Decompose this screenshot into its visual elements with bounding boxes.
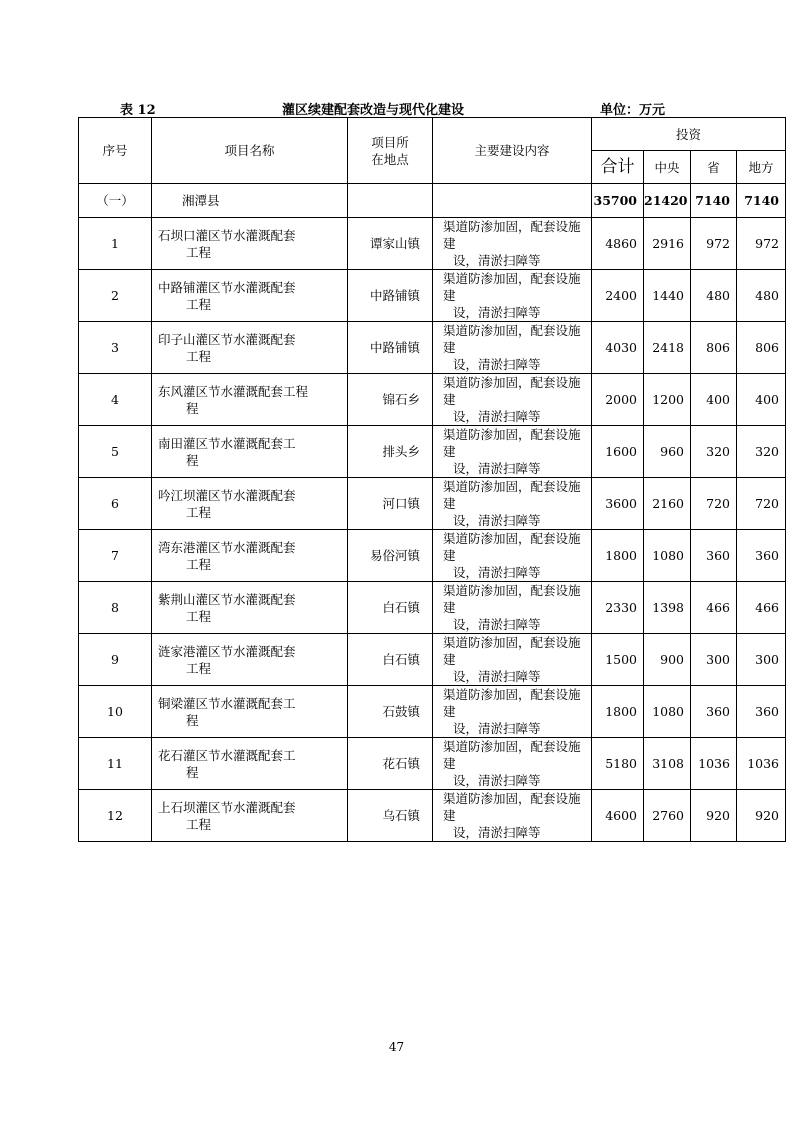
- row-content-line2: 设，清淤扫障等: [453, 773, 541, 788]
- row-project-name-line2: 工程: [186, 244, 212, 260]
- row-seq: 5: [79, 426, 152, 478]
- row-province: 300: [691, 634, 737, 686]
- row-central: 3108: [644, 738, 691, 790]
- row-seq: 8: [79, 582, 152, 634]
- row-local: 300: [737, 634, 786, 686]
- row-local: 360: [737, 530, 786, 582]
- row-project-name-line2: 工程: [186, 816, 212, 832]
- row-local: 466: [737, 582, 786, 634]
- row-content-line1: 渠道防渗加固，配套设施建: [443, 531, 581, 563]
- row-central: 2916: [644, 218, 691, 270]
- row-local: 360: [737, 686, 786, 738]
- county-central: 21420: [644, 184, 691, 218]
- row-central: 1080: [644, 686, 691, 738]
- row-project-name: [152, 218, 348, 270]
- row-project-name: [152, 374, 348, 426]
- county-row: [79, 184, 786, 218]
- row-project-name: [152, 322, 348, 374]
- row-content-line2: 设，清淤扫障等: [453, 721, 541, 736]
- row-seq: 3: [79, 322, 152, 374]
- row-province: 1036: [691, 738, 737, 790]
- row-total: 2330: [592, 582, 644, 634]
- header-seq: 序号: [79, 118, 152, 184]
- table-title: 灌区续建配套改造与现代化建设: [282, 103, 465, 118]
- row-location: 花石镇: [348, 738, 433, 790]
- page-number: 47: [388, 1040, 405, 1054]
- table-row: [79, 790, 786, 842]
- row-local: 920: [737, 790, 786, 842]
- row-project-name-line2: 工程: [186, 608, 212, 624]
- header-local: 地方: [737, 151, 786, 184]
- table-row: [79, 322, 786, 374]
- row-central: 2160: [644, 478, 691, 530]
- row-province: 320: [691, 426, 737, 478]
- header-investment: 投资: [592, 118, 786, 151]
- row-seq: 12: [79, 790, 152, 842]
- row-content-line2: 设，清淤扫障等: [453, 305, 541, 320]
- row-location: 排头乡: [348, 426, 433, 478]
- row-province: 920: [691, 790, 737, 842]
- row-content-line1: 渠道防渗加固，配套设施建: [443, 375, 581, 407]
- row-province: 360: [691, 530, 737, 582]
- table-row: [79, 530, 786, 582]
- county-total: 35700: [592, 184, 644, 218]
- row-location: 白石镇: [348, 582, 433, 634]
- row-content: [433, 582, 592, 634]
- row-project-name-line2: 工程: [186, 556, 212, 572]
- row-project-name-line1: 吟江坝灌区节水灌溉配套: [158, 487, 296, 503]
- row-project-name-line1: 上石坝灌区节水灌溉配套: [158, 799, 296, 815]
- row-project-name-line2: 程: [186, 400, 199, 416]
- row-content-line1: 渠道防渗加固，配套设施建: [443, 271, 581, 303]
- row-project-name: [152, 270, 348, 322]
- row-location: 乌石镇: [348, 790, 433, 842]
- row-total: 4860: [592, 218, 644, 270]
- row-project-name-line1: 中路铺灌区节水灌溉配套: [158, 279, 296, 295]
- row-content: [433, 634, 592, 686]
- county-local: 7140: [737, 184, 786, 218]
- row-location: 白石镇: [348, 634, 433, 686]
- row-project-name-line2: 工程: [186, 504, 212, 520]
- row-location: 河口镇: [348, 478, 433, 530]
- row-project-name-line1: 铜梁灌区节水灌溉配套工: [158, 695, 296, 711]
- row-project-name-line2: 程: [186, 452, 199, 468]
- row-content-line1: 渠道防渗加固，配套设施建: [443, 583, 581, 615]
- table-row: [79, 582, 786, 634]
- row-content-line2: 设，清淤扫障等: [453, 461, 541, 476]
- row-location: 谭家山镇: [348, 218, 433, 270]
- row-content-line1: 渠道防渗加固，配套设施建: [443, 323, 581, 355]
- row-central: 960: [644, 426, 691, 478]
- row-content: [433, 374, 592, 426]
- row-total: 4030: [592, 322, 644, 374]
- row-location: 石鼓镇: [348, 686, 433, 738]
- header-location-line2: 在地点: [371, 151, 409, 167]
- row-central: 2760: [644, 790, 691, 842]
- header-content: 主要建设内容: [433, 118, 592, 184]
- row-content-line2: 设，清淤扫障等: [453, 357, 541, 372]
- row-project-name: [152, 686, 348, 738]
- row-content-line1: 渠道防渗加固，配套设施建: [443, 219, 581, 251]
- row-province: 400: [691, 374, 737, 426]
- row-project-name-line2: 程: [186, 764, 199, 780]
- row-content-line2: 设，清淤扫障等: [453, 669, 541, 684]
- row-content: [433, 478, 592, 530]
- row-location: 中路铺镇: [348, 322, 433, 374]
- row-seq: 9: [79, 634, 152, 686]
- table-row: [79, 686, 786, 738]
- row-seq: 6: [79, 478, 152, 530]
- row-total: 1800: [592, 686, 644, 738]
- county-content: [433, 184, 592, 218]
- table-row: [79, 270, 786, 322]
- row-content: [433, 270, 592, 322]
- row-central: 1080: [644, 530, 691, 582]
- row-local: 1036: [737, 738, 786, 790]
- row-seq: 2: [79, 270, 152, 322]
- row-content-line1: 渠道防渗加固，配套设施建: [443, 479, 581, 511]
- row-province: 480: [691, 270, 737, 322]
- row-project-name-line1: 东风灌区节水灌溉配套工程: [158, 383, 309, 399]
- row-project-name-line1: 花石灌区节水灌溉配套工: [158, 747, 296, 763]
- table-row: [79, 218, 786, 270]
- row-content: [433, 218, 592, 270]
- table-row: [79, 426, 786, 478]
- row-content: [433, 686, 592, 738]
- row-location: 锦石乡: [348, 374, 433, 426]
- row-central: 900: [644, 634, 691, 686]
- row-total: 1600: [592, 426, 644, 478]
- row-project-name-line1: 湾东港灌区节水灌溉配套: [158, 539, 296, 555]
- header-province: 省: [691, 151, 737, 184]
- row-location: 中路铺镇: [348, 270, 433, 322]
- county-seq: （一）: [79, 184, 152, 218]
- row-project-name: [152, 426, 348, 478]
- investment-table: [78, 117, 786, 842]
- row-content-line2: 设，清淤扫障等: [453, 825, 541, 840]
- row-seq: 1: [79, 218, 152, 270]
- row-project-name-line1: 紫荆山灌区节水灌溉配套: [158, 591, 296, 607]
- row-central: 1398: [644, 582, 691, 634]
- county-name: 湘潭县: [152, 184, 348, 218]
- row-project-name-line2: 程: [186, 712, 199, 728]
- row-seq: 4: [79, 374, 152, 426]
- row-content-line2: 设，清淤扫障等: [453, 565, 541, 580]
- row-total: 2000: [592, 374, 644, 426]
- row-content: [433, 322, 592, 374]
- row-location: 易俗河镇: [348, 530, 433, 582]
- row-content-line1: 渠道防渗加固，配套设施建: [443, 427, 581, 459]
- row-content-line2: 设，清淤扫障等: [453, 617, 541, 632]
- table-unit: 单位：万元: [599, 103, 665, 118]
- row-seq: 10: [79, 686, 152, 738]
- row-content: [433, 738, 592, 790]
- row-province: 720: [691, 478, 737, 530]
- row-province: 466: [691, 582, 737, 634]
- row-total: 5180: [592, 738, 644, 790]
- table-row: [79, 738, 786, 790]
- row-content-line2: 设，清淤扫障等: [453, 253, 541, 268]
- row-central: 2418: [644, 322, 691, 374]
- county-province: 7140: [691, 184, 737, 218]
- row-project-name-line1: 涟家港灌区节水灌溉配套: [158, 643, 296, 659]
- row-content-line1: 渠道防渗加固，配套设施建: [443, 791, 581, 823]
- county-place: [348, 184, 433, 218]
- row-seq: 11: [79, 738, 152, 790]
- row-total: 2400: [592, 270, 644, 322]
- row-project-name: [152, 478, 348, 530]
- row-project-name-line2: 工程: [186, 660, 212, 676]
- header-location: [348, 118, 433, 184]
- row-project-name-line2: 工程: [186, 296, 212, 312]
- row-project-name: [152, 530, 348, 582]
- header-location-line1: 项目所: [371, 134, 409, 150]
- row-content: [433, 530, 592, 582]
- row-content-line1: 渠道防渗加固，配套设施建: [443, 635, 581, 667]
- row-total: 3600: [592, 478, 644, 530]
- table-row: [79, 374, 786, 426]
- row-content-line1: 渠道防渗加固，配套设施建: [443, 687, 581, 719]
- row-project-name: [152, 790, 348, 842]
- row-total: 1500: [592, 634, 644, 686]
- row-content: [433, 790, 592, 842]
- row-local: 972: [737, 218, 786, 270]
- row-project-name-line1: 南田灌区节水灌溉配套工: [158, 435, 296, 451]
- row-province: 360: [691, 686, 737, 738]
- row-content-line2: 设，清淤扫障等: [453, 513, 541, 528]
- row-project-name-line1: 印子山灌区节水灌溉配套: [158, 331, 296, 347]
- row-province: 806: [691, 322, 737, 374]
- row-content: [433, 426, 592, 478]
- row-project-name-line2: 工程: [186, 348, 212, 364]
- header-name: 项目名称: [152, 118, 348, 184]
- row-project-name-line1: 石坝口灌区节水灌溉配套: [158, 227, 296, 243]
- row-central: 1200: [644, 374, 691, 426]
- row-content-line1: 渠道防渗加固，配套设施建: [443, 739, 581, 771]
- row-project-name: [152, 738, 348, 790]
- row-seq: 7: [79, 530, 152, 582]
- row-project-name: [152, 634, 348, 686]
- table-number: 表 12: [120, 103, 156, 118]
- table-row: [79, 634, 786, 686]
- row-local: 720: [737, 478, 786, 530]
- header-total: 合计: [592, 151, 644, 184]
- row-province: 972: [691, 218, 737, 270]
- row-central: 1440: [644, 270, 691, 322]
- row-local: 400: [737, 374, 786, 426]
- row-content-line2: 设，清淤扫障等: [453, 409, 541, 424]
- row-local: 806: [737, 322, 786, 374]
- header-central: 中央: [644, 151, 691, 184]
- row-total: 4600: [592, 790, 644, 842]
- row-project-name: [152, 582, 348, 634]
- table-caption: [78, 99, 715, 117]
- row-local: 320: [737, 426, 786, 478]
- row-local: 480: [737, 270, 786, 322]
- table-row: [79, 478, 786, 530]
- row-total: 1800: [592, 530, 644, 582]
